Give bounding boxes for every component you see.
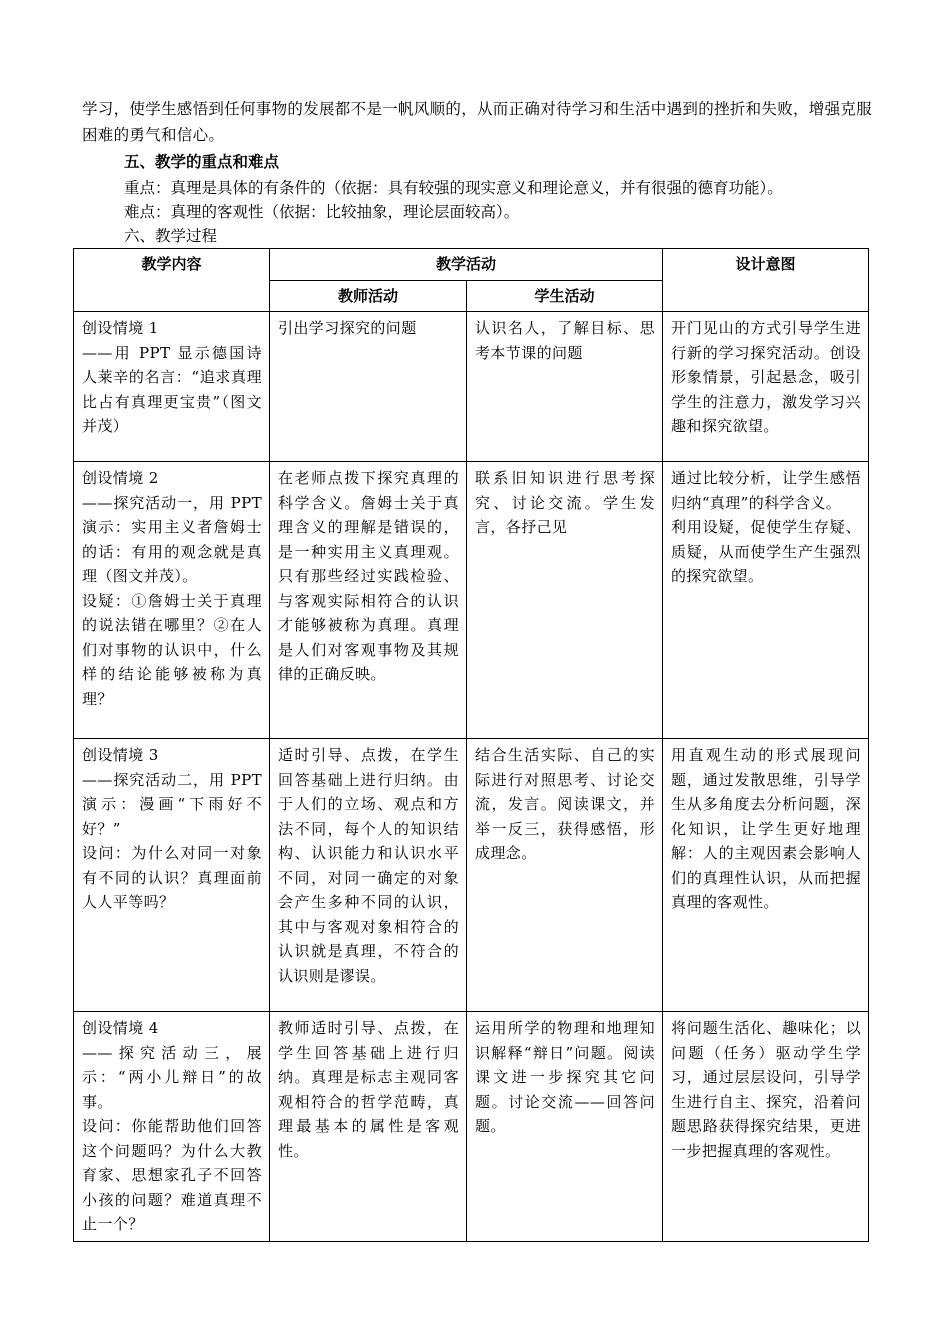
intent-cell: 通过比较分析，让学生感悟归纳“真理”的科学含义。 利用设疑，促使学生存疑、质疑，从而使学生产生强烈的探究欲望。 [663,462,869,739]
header-teaching-activities: 教学活动 [270,249,663,281]
header-student-activity: 学生活动 [467,280,663,312]
teacher-cell: 教师适时引导、点拨，在学生回答基础上进行归纳。真理是标志主观同客观相符合的哲学范畴，真理最基本的属性是客观性。 [270,1012,467,1242]
content-cell: 创设情境 4 ——探究活动三，展示：“两小儿辩日”的故事。 设问：你能帮助他们回答这个问题吗？为什么大教育家、思想家孔子不回答小孩的问题？难道真理不止一个？ [74,1012,270,1242]
teacher-cell: 适时引导、点拨，在学生回答基础上进行归纳。由于人们的立场、观点和方法不同，每个人的知识结构、认识能力和认识水平不同，对同一确定的对象会产生多种不同的认识，其中与客观对象相符合的认识就是真理，不符合的认识则是谬误。 [270,739,467,1012]
table-row [74,312,869,462]
intent-cell: 开门见山的方式引导学生进行新的学习探究活动。创设形象情景，引起悬念，吸引学生的注意力，激发学习兴趣和探究欲望。 [663,312,869,462]
table-row [74,1012,869,1242]
table-header-row [74,249,869,281]
content-cell: 创设情境 3 ——探究活动二，用 PPT 演示：漫画“下雨好不好？” 设问：为什么对同一对象有不同的认识？真理面前人人平等吗？ [74,739,270,1012]
teaching-process-table [73,248,869,1242]
student-cell: 结合生活实际、自己的实际进行对照思考、讨论交流，发言。阅读课文，并举一反三，获得感悟，形成理念。 [467,739,663,1012]
section-6-heading: 六、教学过程 [124,227,218,245]
intro-paragraph: 学习，使学生感悟到任何事物的发展都不是一帆风顺的，从而正确对待学习和生活中遇到的挫折和失败，增强克服困难的勇气和信心。 [82,100,873,144]
header-design-intent: 设计意图 [663,249,869,312]
student-cell: 运用所学的物理和地理知识解释“辩日”问题。阅读课文进一步探究其它问题。讨论交流——回答问题。 [467,1012,663,1242]
content-cell: 创设情境 2 ——探究活动一，用 PPT 演示：实用主义者詹姆士的话：有用的观念就是真理（图文并茂）。 设疑：①詹姆士关于真理的说法错在哪里？②在人们对事物的认识中，什么样的结论能够被称为真理？ [74,462,270,739]
student-cell: 联系旧知识进行思考探究、讨论交流。学生发言，各抒己见 [467,462,663,739]
header-teaching-content: 教学内容 [74,249,270,312]
student-cell: 认识名人，了解目标、思考本节课的问题 [467,312,663,462]
header-teacher-activity: 教师活动 [270,280,467,312]
difficult-point-line: 难点：真理的客观性（依据：比较抽象，理论层面较高）。 [124,203,520,221]
key-point-line: 重点：真理是具体的有条件的（依据：具有较强的现实意义和理论意义，并有很强的德育功能）。 [124,179,783,197]
intent-cell: 用直观生动的形式展现问题，通过发散思维，引导学生从多角度去分析问题，深化知识，让学生更好地理解：人的主观因素会影响人们的真理性认识，从而把握真理的客观性。 [663,739,869,1012]
teacher-cell: 引出学习探究的问题 [270,312,467,462]
section-5-heading: 五、教学的重点和难点 [124,152,280,171]
content-cell: 创设情境 1 ——用 PPT 显示德国诗人莱辛的名言：“追求真理比占有真理更宝贵”（图文并茂） [74,312,270,462]
table-row [74,462,869,739]
table-row [74,739,869,1012]
intent-cell: 将问题生活化、趣味化；以问题（任务）驱动学生学习，通过层层设问，引导学生进行自主、探究，沿着问题思路获得探究结果，更进一步把握真理的客观性。 [663,1012,869,1242]
teacher-cell: 在老师点拨下探究真理的科学含义。詹姆士关于真理含义的理解是错误的，是一种实用主义真理观。只有那些经过实践检验、与客观实际相符合的认识才能够被称为真理。真理是人们对客观事物及其规律的正确反映。 [270,462,467,739]
